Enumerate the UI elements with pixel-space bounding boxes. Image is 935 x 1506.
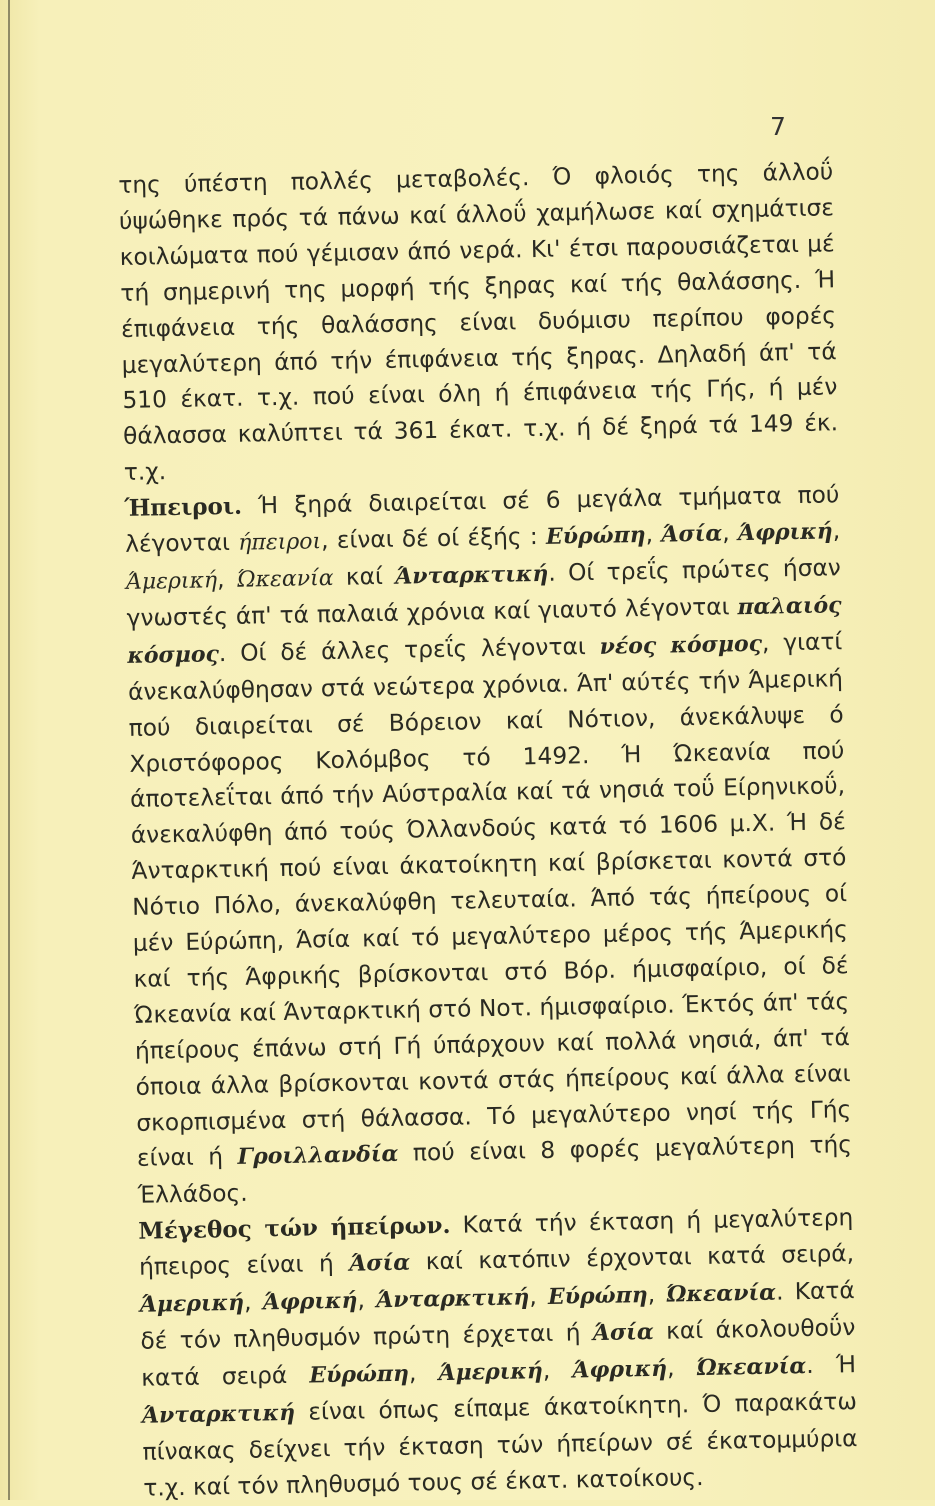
term-oceania: Ώκεανία [696,1352,807,1382]
text-run: . Οί τρεΐς πρώτες ήσαν γνωστές άπ' τά παλαιά χρόνια καί γιαυτό λέγονται [126,554,842,632]
term-new-world: νέος κόσμος [599,630,763,660]
body-text [118,154,859,1506]
term-asia: Άσία [661,520,723,548]
paragraph-continent-size [138,1200,858,1506]
text-run: Κατά τήν έκταση ή μεγαλύτερη ήπειρος είναι ή [138,1204,854,1281]
text-run: , γιατί άνεκαλύφθησαν στά νεώτερα χρόνια. Άπ' αύτές τήν Άμερική πού διαιρείται σέ Βόρειον καί Νότιον, άνεκάλυψε ό Χριστόφορος Κολόμβος τό 1492. Ή Ώκεανία πού άποτελεΐται άπό τήν Αύστραλία καί τά νησιά τοΰ Είρηνικοΰ, άνεκαλύφθη άπό τούς Όλλανδούς κατά τό 1606 μ.Χ. Ή δέ Άνταρκτική πού είναι άκατοίκητη καί βρίσκεται κοντά στό Νότιο Πόλο, άνεκαλύφθη τελευταία. Άπό τάς ήπείρους οί μέν Εύρώπη, Άσία καί τό μεγαλύτερο μέρος τής Άμερικής καί τής Άφρικής βρίσκονται στό Βόρ. ήμισφαίριο, οί δέ Ώκεανία καί Άνταρκτική στό Νοτ. ήμισφαίριο. Έκτός άπ' τάς ήπείρους έπάνω στή Γή ύπάρχουν καί πολλά νησιά, άπ' τά όποια άλλα βρίσκονται κοντά στάς ήπείρους καί άλλα είναι σκορπισμένα στή θάλασσα. Τό μεγαλύτερο νησί τής Γής είναι ή [127,627,852,1173]
page-edge-line [8,0,10,1500]
term-africa: Άφρική [572,1355,668,1384]
text-run: , [647,1280,667,1309]
text-run: , [357,1286,377,1314]
term-greenland: Γροιλλανδία [237,1141,399,1171]
text-run: , [722,519,739,547]
term-old-world: παλαιός κόσμος [127,592,842,669]
term-europe: Εύρώπη [547,1282,648,1311]
text-run: Ή ξηρά διαιρείται σέ 6 μεγάλα τμήματα πού λέγονται [124,481,840,558]
text-run: είναι όπως είπαμε άκατοίκητη. Ό παρακάτω πίνακας δείχνει τήν έκταση τών ήπείρων σέ έκατομμύρια τ.χ. καί τόν πληθυσμό τους σέ έκατ. κατοίκους. [142,1387,858,1502]
section-heading-size: Μέγεθος τών ήπείρων. [138,1212,451,1246]
term-america: Άμερική [438,1357,544,1386]
text-run: καί άκολουθοΰν κατά σειρά [140,1314,856,1392]
text-run: , [243,1288,264,1316]
term-asia: Άσία [349,1249,411,1277]
text-run: , [529,1283,549,1311]
text-run: , [645,520,662,548]
term-continents: ήπειροι [238,529,322,556]
text-run: , είναι δέ οί έξής : [320,522,547,555]
text-run: . Οί δέ άλλες τρεΐς λέγονται [218,632,600,667]
text-run: . Ή [806,1350,857,1379]
text-run: . Κατά δέ τόν πληθυσμόν πρώτη έρχεται ή [140,1277,855,1355]
term-oceania: Ώκεανία [666,1279,777,1308]
text-run: , [408,1358,439,1387]
text-run: καί [333,562,396,591]
text-run: , [666,1354,697,1382]
term-america: Άμερική [139,1289,245,1318]
section-heading-continents: Ήπειροι. [124,492,243,523]
term-africa: Άφρική [737,518,833,547]
page-number: 7 [770,112,786,141]
term-antarctica: Άνταρκτική [394,560,549,590]
term-europe: Εύρώπη [545,522,646,550]
text-run: πού είναι 8 φορές μεγαλύτερη τής Έλλάδος. [137,1131,853,1210]
text-run: , [832,517,841,545]
paragraph-continents [124,477,853,1214]
text-run: , [216,565,238,594]
paragraph-earth-surface: της ύπέστη πολλές μεταβολές. Ό φλοιός της άλλοΰ ύψώθηκε πρός τά πάνω καί άλλοΰ χαμήλωσε καί σχημάτισε κοιλώματα πού γέμισαν άπό νερά. Κι' έτσι παρουσιάζεται μέ τή σημερινή της μορφή τής ξηρας καί τής θαλάσσης. Ή έπιφάνεια τής θαλάσσης είναι δυόμισυ περίπου φορές μεγαλύτερη άπό τήν έπιφάνεια τής ξηρας. Δηλαδή άπ' τά 510 έκατ. τ.χ. πού είναι όλη ή έπιφάνεια τής Γής, ή μέν θάλασσα καλύπτει τά 361 έκατ. τ.χ. ή δέ ξηρά τά 149 έκ. τ.χ. [118,158,839,487]
term-america: Άμερική [125,568,218,595]
term-antarctica: Άνταρκτική [375,1284,530,1314]
text-run: καί κατόπιν έρχονται κατά σειρά, [409,1240,855,1276]
term-oceania: Ώκεανία [236,565,334,593]
term-antarctica: Άνταρκτική [141,1399,296,1429]
term-europe: Εύρώπη [309,1360,410,1389]
term-africa: Άφρική [262,1287,358,1316]
text-run: , [542,1356,573,1384]
term-asia: Άσία [592,1318,654,1347]
